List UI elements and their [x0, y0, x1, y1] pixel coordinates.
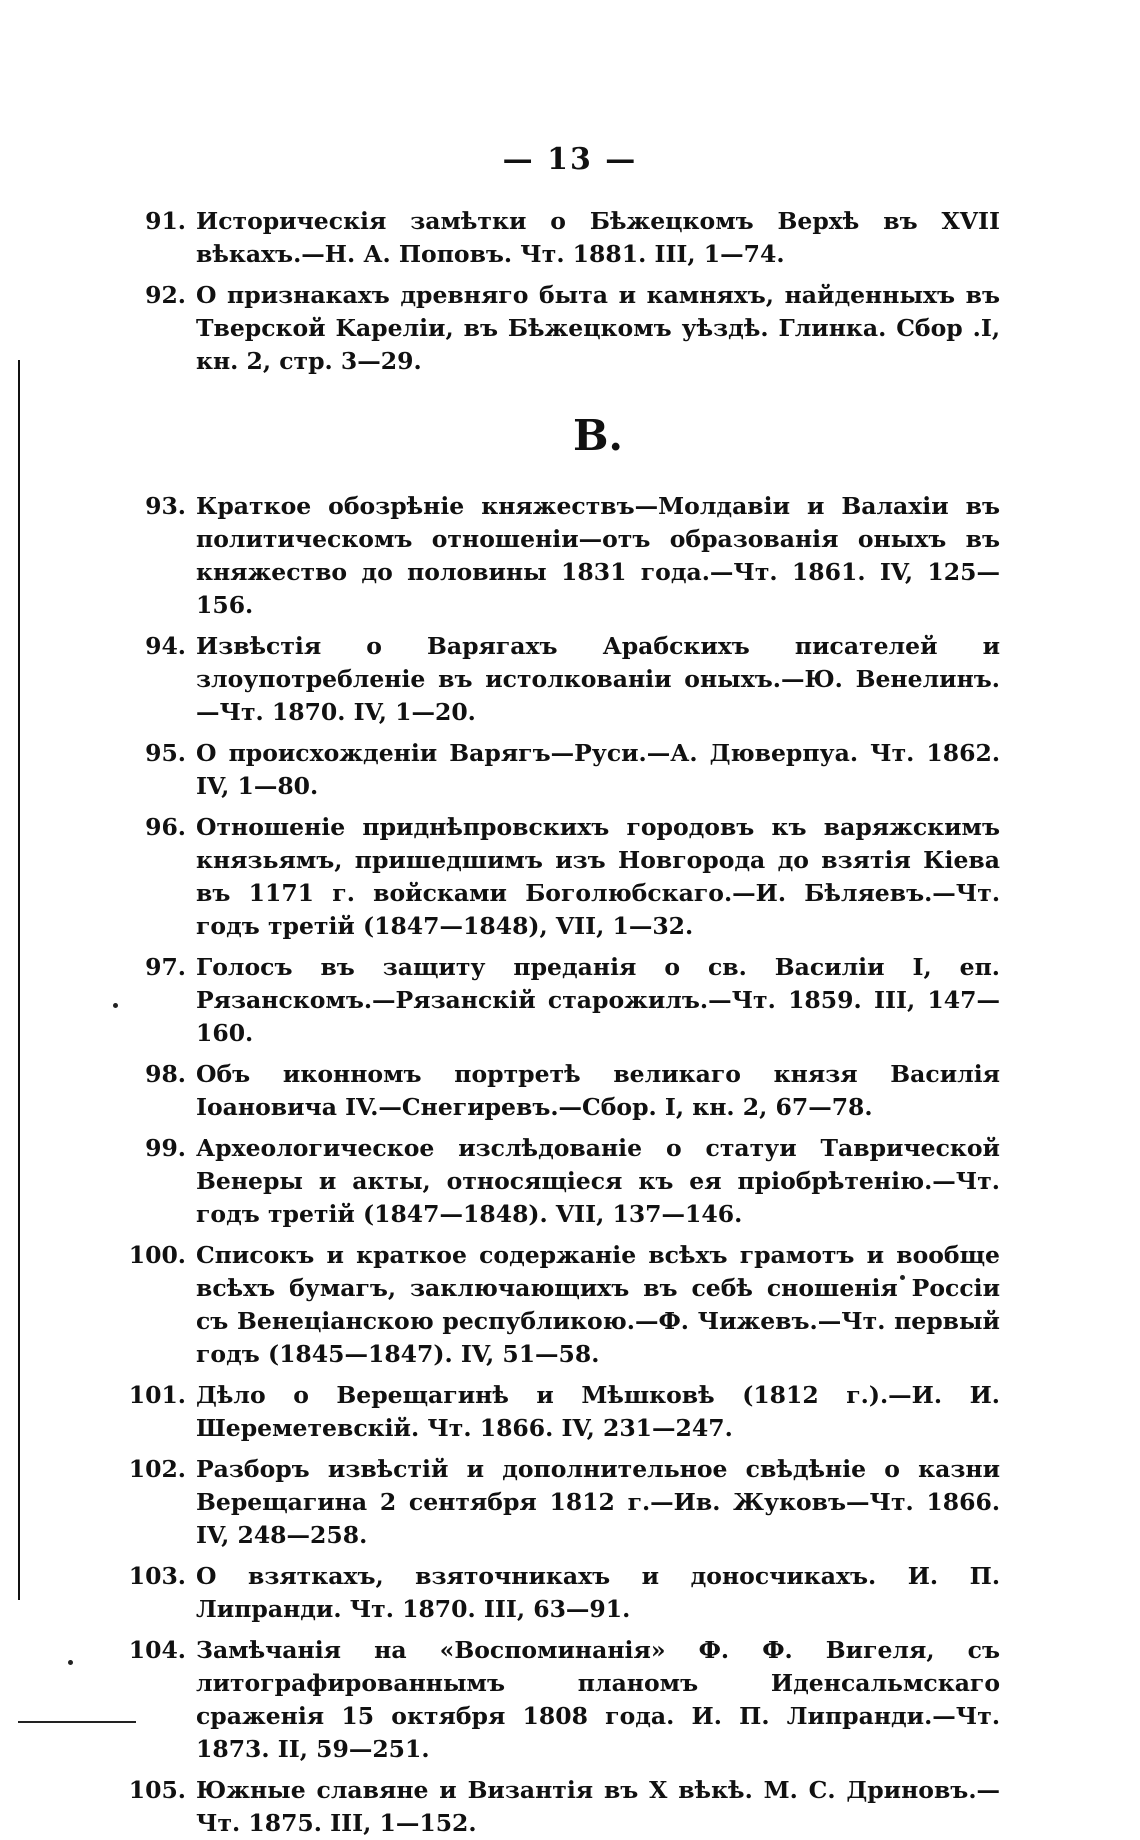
list-item [120, 490, 1000, 622]
entry-text: Дѣло о Верещагинѣ и Мѣшковѣ (1812 г.).—И. И. Шереметевскій. Чт. 1866. IV, 231—247. [196, 1381, 1000, 1442]
entry-text: Краткое обозрѣніе княжествъ—Молдавіи и Валахіи въ политическомъ отношеніи—отъ образованія оныхъ въ княжество до половины 1831 года.—Чт. 1861. IV, 125—156. [196, 492, 1000, 619]
entry-text: О происхожденіи Варягъ—Руси.—А. Дюверпуа. Чт. 1862. IV, 1—80. [196, 739, 1000, 800]
list-item [120, 1379, 1000, 1445]
list-item [120, 1453, 1000, 1552]
ink-speck [68, 1660, 73, 1665]
list-item [120, 811, 1000, 943]
section-letter: В. [572, 411, 624, 460]
list-item [120, 737, 1000, 803]
entry-number: 97. [145, 953, 186, 981]
list-item [120, 1132, 1000, 1231]
entry-text: Отношеніе приднѣпровскихъ городовъ къ варяжскимъ князьямъ, пришедшимъ изъ Новгорода до взятія Кіева въ 1171 г. войсками Боголюбскаго.—И. Бѣляевъ.—Чт. годъ третій (1847—1848), VII, 1—32. [196, 813, 1000, 940]
entry-text: Голосъ въ защиту преданія о св. Василіи I, еп. Рязанскомъ.—Рязанскій старожилъ.—Чт. 1859. III, 147—160. [196, 953, 1000, 1047]
entry-text: Извѣстія о Варягахъ Арабскихъ писателей и злоупотребленіе въ истолкованіи оныхъ.—Ю. Венелинъ.—Чт. 1870. IV, 1—20. [196, 632, 1000, 726]
entry-number: 96. [145, 813, 186, 841]
entry-number: 95. [145, 739, 186, 767]
list-item [120, 630, 1000, 729]
list-item [120, 1560, 1000, 1626]
entry-text: Списокъ и краткое содержаніе всѣхъ грамотъ и вообще всѣхъ бумагъ, заключающихъ въ себѣ сношенія Россіи съ Венеціанскою республикою.—Ф. Чижевъ.—Чт. первый годъ (1845—1847). IV, 51—58. [196, 1241, 1000, 1368]
page-number: — 13 — [502, 142, 638, 177]
ink-speck [113, 1003, 118, 1008]
list-item [120, 951, 1000, 1050]
entry-number: 105. [128, 1776, 186, 1804]
entry-text: Разборъ извѣстій и дополнительное свѣдѣніе о казни Верещагина 2 сентября 1812 г.—Ив. Жуковъ—Чт. 1866. IV, 248—258. [196, 1455, 1000, 1549]
entry-number: 99. [145, 1134, 186, 1162]
entry-number: 104. [128, 1636, 186, 1664]
list-item [120, 1239, 1000, 1371]
entry-text: Историческія замѣтки о Бѣжецкомъ Верхѣ въ XVII вѣкахъ.—Н. А. Поповъ. Чт. 1881. III, 1—74. [196, 207, 1000, 268]
entry-number: 98. [145, 1060, 186, 1088]
list-item [120, 1058, 1000, 1124]
entry-number: 94. [145, 632, 186, 660]
entry-text: О признакахъ древняго быта и камняхъ, найденныхъ въ Тверской Kapeлiи, въ Бѣжецкомъ уѣздѣ. Глинка. Сбор .I, кн. 2, стр. 3—29. [196, 281, 1000, 375]
footer-rule [18, 1721, 136, 1723]
entry-number: 103. [128, 1562, 186, 1590]
entry-text: Объ иконномъ портретѣ великаго князя Василія Іоановича IV.—Снегиревъ.—Сбор. I, кн. 2, 67—78. [196, 1060, 1000, 1121]
entry-number: 101. [128, 1381, 186, 1409]
list-item [120, 205, 1000, 271]
margin-rule [18, 360, 20, 1600]
entry-number: 91. [145, 207, 186, 235]
entry-text: Археологическое изслѣдованіе о статуи Таврической Венеры и акты, относящіеся къ ея пріобрѣтенію.—Чт. годъ третій (1847—1848). VII, 137—146. [196, 1134, 1000, 1228]
entry-text: Замѣчанія на «Воспоминанія» Ф. Ф. Вигеля, съ литографированнымъ планомъ Иденсальмскаго сраженія 15 октября 1808 года. И. П. Липранди.—Чт. 1873. II, 59—251. [196, 1636, 1000, 1763]
entry-number: 102. [128, 1455, 186, 1483]
list-item [120, 1774, 1000, 1840]
entry-text: О взяткахъ, взяточникахъ и доносчикахъ. И. П. Липранди. Чт. 1870. III, 63—91. [196, 1562, 1000, 1623]
entry-number: 92. [145, 281, 186, 309]
bibliography-list [120, 205, 1000, 1840]
entry-text: Южные славяне и Византія въ X вѣкѣ. М. С. Дриновъ.—Чт. 1875. III, 1—152. [196, 1776, 1000, 1837]
list-item [120, 1634, 1000, 1766]
entry-number: 93. [145, 492, 186, 520]
list-item [120, 279, 1000, 378]
entry-number: 100. [128, 1241, 186, 1269]
